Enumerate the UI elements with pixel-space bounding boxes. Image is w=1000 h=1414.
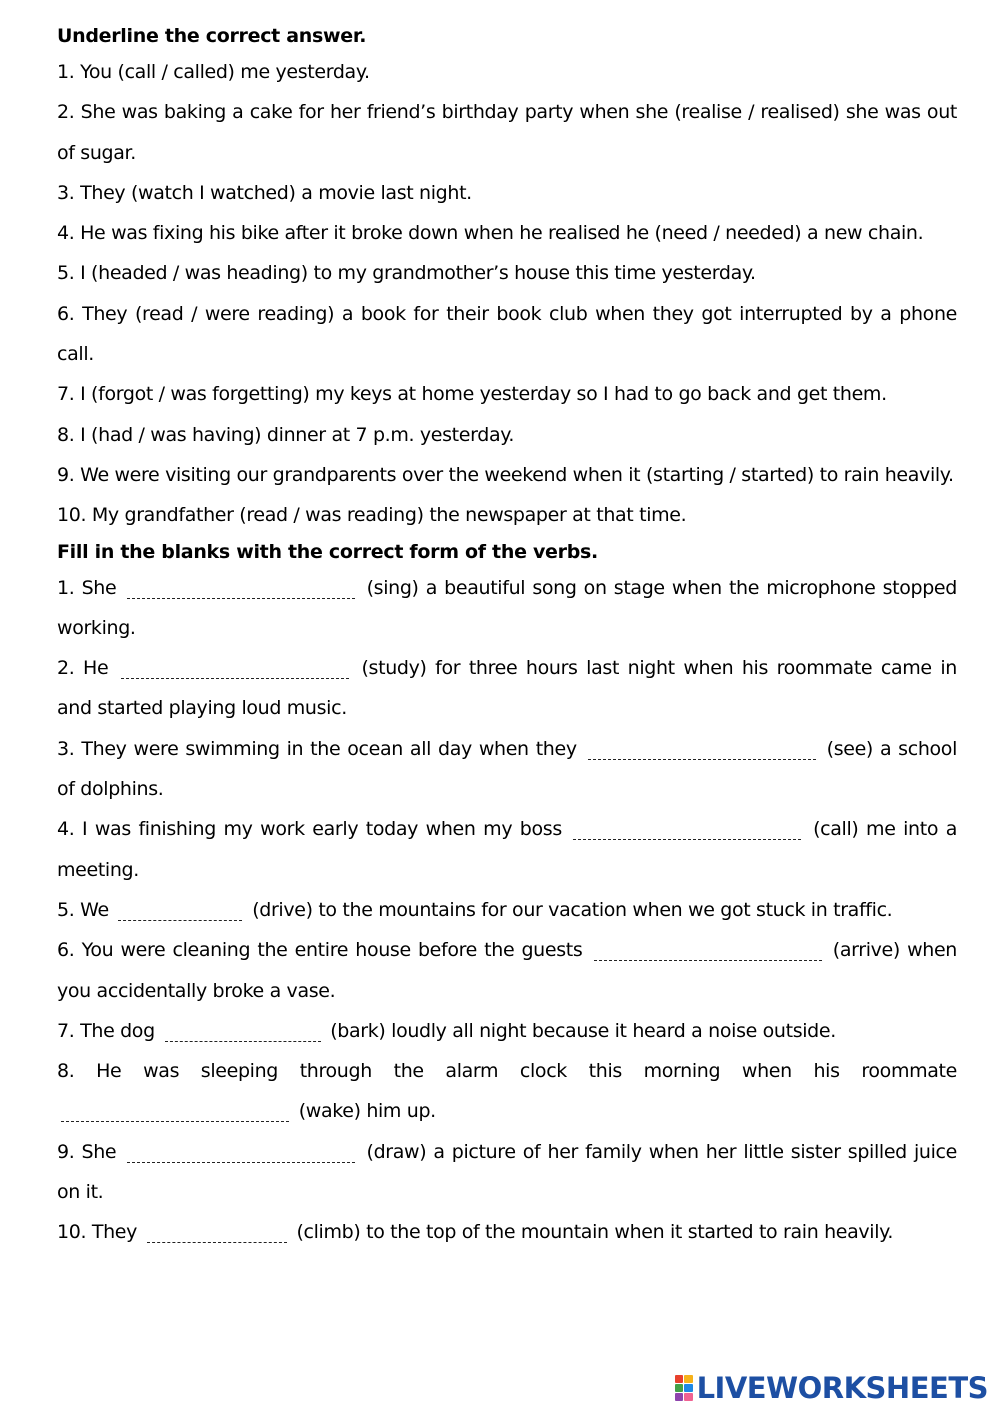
blank-input-8[interactable] <box>61 1103 289 1122</box>
s2-item-1-before: 1. She <box>57 576 117 599</box>
s2-item-4 <box>57 809 957 890</box>
s1-item-2: 2. She was baking a cake for her friend’s birthday party when she (realise / realised) she was out of sugar. <box>57 101 957 164</box>
s2-item-9-after: (draw) a picture of her family when her little sister spilled juice on it. <box>57 1140 957 1204</box>
s2-item-10-after: (climb) to the top of the mountain when it started to rain heavily. <box>296 1221 894 1244</box>
s2-item-7 <box>57 1011 957 1051</box>
logo-block-4 <box>684 1384 693 1392</box>
logo-text: LIVEWORKSHEETS <box>696 1371 988 1405</box>
s2-item-7-after: (bark) loudly all night because it heard a noise outside. <box>330 1019 836 1042</box>
s1-item-8: 8. I (had / was having) dinner at 7 p.m. yesterday. <box>57 423 515 446</box>
liveworksheets-logo-icon <box>675 1375 693 1401</box>
blank-input-5[interactable] <box>118 902 242 921</box>
worksheet <box>57 20 957 1253</box>
section1-heading: Underline the correct answer. <box>57 25 367 47</box>
s2-item-9 <box>57 1132 957 1213</box>
s2-item-2-after: (study) for three hours last night when his roommate came in and started playing loud music. <box>57 657 957 720</box>
s1-item-5: 5. I (headed / was heading) to my grandmother’s house this time yesterday. <box>57 262 756 285</box>
s2-item-5-after: (drive) to the mountains for our vacation when we got stuck in traffic. <box>252 898 893 921</box>
logo-block-5 <box>675 1393 684 1401</box>
s2-item-4-before: 4. I was finishing my work early today when my boss <box>57 818 562 841</box>
blank-input-3[interactable] <box>588 741 816 760</box>
logo-block-1 <box>675 1375 684 1383</box>
blank-input-7[interactable] <box>165 1023 321 1042</box>
s1-item-9: 9. We were visiting our grandparents over the weekend when it (starting / started) to rain heavily. <box>57 463 954 486</box>
blank-input-10[interactable] <box>147 1224 287 1243</box>
blank-input-9[interactable] <box>127 1144 355 1163</box>
s2-item-2-before: 2. He <box>57 657 109 680</box>
s1-item-4: 4. He was fixing his bike after it broke down when he realised he (need / needed) a new chain. <box>57 222 924 245</box>
s2-item-5-before: 5. We <box>57 898 109 921</box>
logo-block-6 <box>684 1393 693 1401</box>
s2-item-3-before: 3. They were swimming in the ocean all day when they <box>57 737 577 760</box>
liveworksheets-logo <box>675 1370 988 1406</box>
s2-item-2 <box>57 648 957 729</box>
logo-block-2 <box>684 1375 693 1383</box>
section2-heading: Fill in the blanks with the correct form of the verbs. <box>57 540 598 563</box>
s2-item-8 <box>57 1051 957 1132</box>
blank-input-1[interactable] <box>127 580 355 599</box>
s1-item-6: 6. They (read / were reading) a book for their book club when they got interrupted by a phone call. <box>57 302 957 366</box>
s2-item-5 <box>57 890 957 930</box>
s2-item-10-before: 10. They <box>57 1221 138 1244</box>
s2-item-1 <box>57 568 957 649</box>
s2-item-8-after: (wake) him up. <box>298 1100 436 1123</box>
s2-item-8-before: 8. He was sleeping through the alarm clock this morning when his roommate <box>57 1060 957 1083</box>
s1-item-7: 7. I (forgot / was forgetting) my keys at home yesterday so I had to go back and get them. <box>57 383 887 406</box>
s2-item-3 <box>57 729 957 810</box>
s2-item-6 <box>57 930 957 1011</box>
s2-item-1-after: (sing) a beautiful song on stage when the microphone stopped working. <box>57 576 957 639</box>
s2-item-10 <box>57 1212 957 1252</box>
logo-block-3 <box>675 1384 684 1392</box>
blank-input-2[interactable] <box>121 660 349 679</box>
blank-input-4[interactable] <box>573 821 801 840</box>
s2-item-4-after: (call) me into a meeting. <box>57 818 957 881</box>
blank-input-6[interactable] <box>594 942 822 961</box>
s2-item-6-after: (arrive) when you accidentally broke a vase. <box>57 939 957 1002</box>
s1-item-10: 10. My grandfather (read / was reading) the newspaper at that time. <box>57 504 687 527</box>
s2-item-6-before: 6. You were cleaning the entire house before the guests <box>57 939 583 962</box>
s1-item-3: 3. They (watch I watched) a movie last night. <box>57 181 472 204</box>
s1-item-1: 1. You (call / called) me yesterday. <box>57 61 370 83</box>
s2-item-7-before: 7. The dog <box>57 1019 155 1042</box>
s2-item-9-before: 9. She <box>57 1140 117 1163</box>
s2-item-3-after: (see) a school of dolphins. <box>57 737 957 801</box>
